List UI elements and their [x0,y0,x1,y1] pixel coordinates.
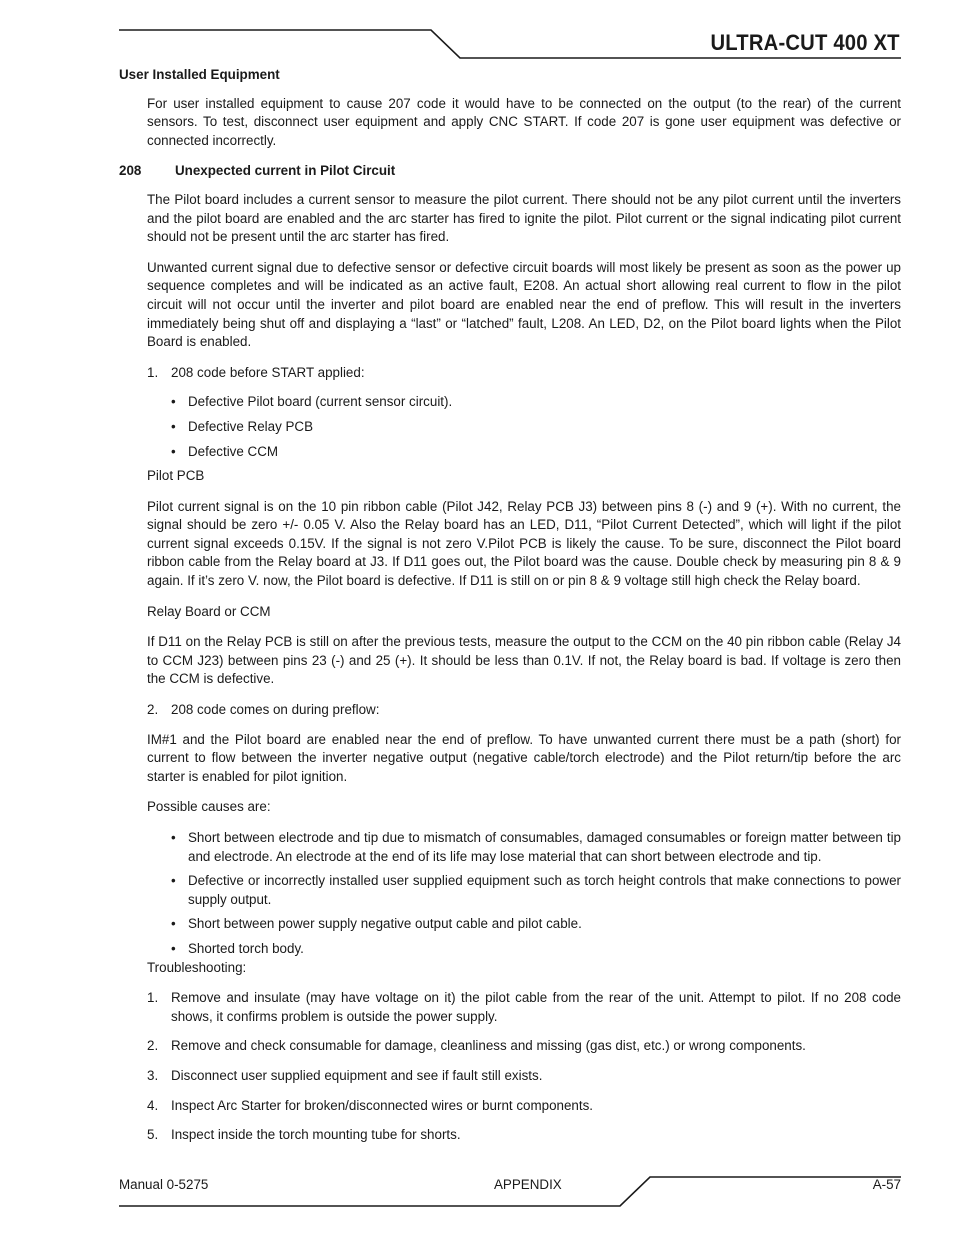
list-item: 2. 208 code comes on during preflow: [147,702,380,718]
para-im1: IM#1 and the Pilot board are enabled near the end of preflow. To have unwanted current there must be a path (short) for current to flow between the inverter negative output (negative cable/torch electrode) and the Pilot return/tip before the arc starter is enabled for pilot ignition. [147,731,901,784]
label-possible-causes: Possible causes are: [147,799,271,815]
label-pilot-pcb: Pilot PCB [147,468,205,484]
footer-page-number: A-57 [872,1177,901,1192]
list-item: 3. Disconnect user supplied equipment and see if fault still exists. [147,1067,543,1083]
section-number: 208 [119,163,142,179]
para-relay-board: If D11 on the Relay PCB is still on after the previous tests, measure the output to the CCM on the 40 pin ribbon cable (Relay J4 to CCM J23) between pins 23 (-) and 25 (+). It should be less than 0.1V. If not, the Relay board is bad. If voltage is zero then the CCM is defective. [147,634,901,687]
list-item: • Shorted torch body. [119,940,901,959]
list-item: • Defective CCM [119,443,901,462]
list-item: 4. Inspect Arc Starter for broken/disconnected wires or burnt components. [147,1097,594,1113]
label-relay-board: Relay Board or CCM [147,603,271,619]
label-troubleshooting: Troubleshooting: [147,959,247,975]
manual-title: ULTRA-CUT 400 XT [710,30,900,55]
list-item: • Short between electrode and tip due to mismatch of consumables, damaged consumables or foreign matter between tip and electrode. An electrode at the end of its life may lose material that can short between electrode and tip. [119,829,901,866]
list-item: • Defective Relay PCB [119,418,901,437]
para-user-installed: For user installed equipment to cause 207 code it would have to be connected on the output (to the rear) of the current sensors. To test, disconnect user equipment and apply CNC START. If code 207 is gone user equipment was defective or connected incorrectly. [147,95,901,148]
bullet-list-possible-causes [119,829,901,959]
list-item: • Short between power supply negative output cable and pilot cable. [119,915,901,934]
list-item: 1. Remove and insulate (may have voltage on it) the pilot cable from the rear of the unit. Attempt to pilot. If no 208 code shows, it confirms problem is outside the power supply. [147,990,901,1024]
list-item: • Defective Pilot board (current sensor circuit). [119,393,901,412]
para-unwanted-current: Unwanted current signal due to defective sensor or defective circuit boards will most likely be present as soon as the power up sequence completes and will be indicated as an active fault, E208. An actual short allowing real current to flow in the pilot circuit will not occur until the inverter and pilot board are enabled near the end of preflow. This will result in the inverters immediately being shut off and displaying a “last” or “latched” fault, L208. An LED, D2, on the Pilot board lights when the Pilot Board is enabled. [147,259,901,350]
list-item: • Defective or incorrectly installed user supplied equipment such as torch height controls that make connections to power supply output. [119,872,901,909]
section-title: Unexpected current in Pilot Circuit [175,163,396,179]
list-item: 5. Inspect inside the torch mounting tube for shorts. [147,1127,461,1143]
page-content [119,66,901,1156]
footer-manual-number: Manual 0-5275 [119,1177,209,1192]
heading-user-installed: User Installed Equipment [119,67,280,82]
list-item: 2. Remove and check consumable for damage, cleanliness and missing (gas dist, etc.) or wrong components. [147,1038,806,1054]
bullet-list-causes-before-start [119,393,901,461]
para-pilot-board: The Pilot board includes a current sensor to measure the pilot current. There should not be any pilot current until the inverters and the pilot board are enabled and the arc starter has fired to ignite the pilot. Pilot current or the signal indicating pilot current should not be present until the arc starter has fired. [147,191,901,245]
para-pilot-pcb: Pilot current signal is on the 10 pin ribbon cable (Pilot J42, Relay PCB J3) between pins 8 (-) and 9 (+). With no current, the signal should be zero +/- 0.05 V. Also the Relay board has an LED, D11, “Pilot Current Detected”, which will light if the pilot current signal exceeds 0.15V. If the signal is not zero V.Pilot PCB is likely the cause. To be sure, disconnect the Pilot board ribbon cable from the Relay board at J3. If D11 goes out, the Pilot board was the cause. Double check by measuring pin 8 & 9 again. If it’s zero V. now, the Pilot board is defective. If D11 is still on or pin 8 & 9 voltage still high check the Relay board. [147,498,901,589]
list-item: 1. 208 code before START applied: [147,364,365,380]
footer-section-name: APPENDIX [494,1177,562,1192]
heading-208 [119,162,901,181]
